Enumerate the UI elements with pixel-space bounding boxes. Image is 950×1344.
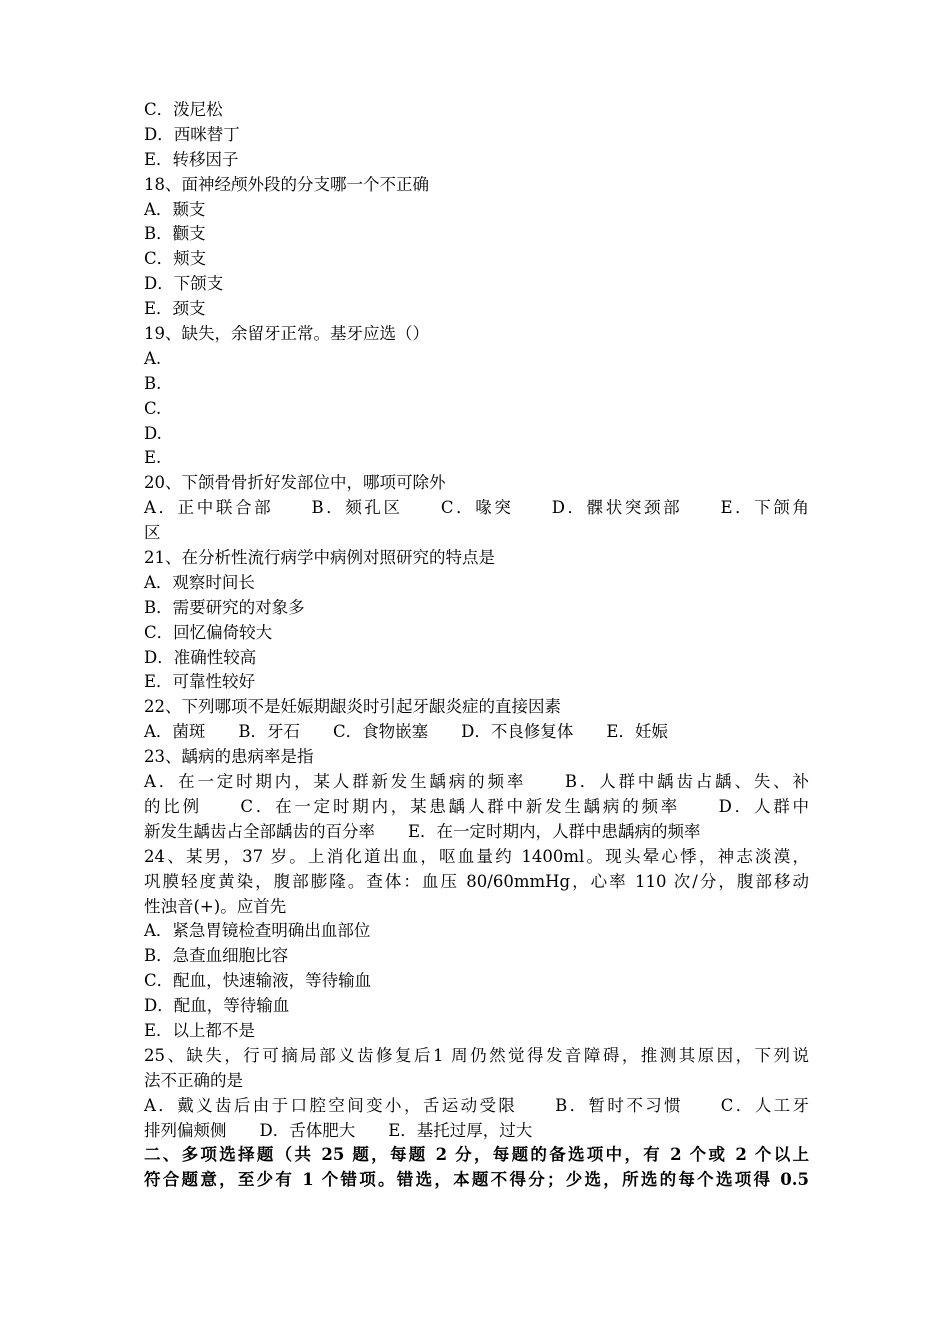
text-line: A．正中联合部 B．颏孔区 C．喙突 D．髁状突颈部 E．下颌角: [144, 498, 809, 518]
text-line: C．泼尼松: [144, 100, 223, 119]
text-line: C．配血，快速输液，等待输血: [144, 971, 372, 991]
text-line: 20、下颌骨骨折好发部位中，哪项可除外: [144, 473, 446, 493]
text-line: 排列偏颊侧 D．舌体肥大 E．基托过厚，过大: [144, 1120, 533, 1140]
text-line: D.: [144, 423, 162, 443]
text-line: A．在一定时期内，某人群新发生龋病的频率 B．人群中龋齿占龋、失、补: [144, 772, 809, 792]
text-line: E．转移因子: [144, 149, 239, 169]
text-line: D．配血，等待输血: [144, 996, 290, 1016]
text-line: E.: [144, 448, 162, 468]
text-line: 22、下列哪项不是妊娠期龈炎时引起牙龈炎症的直接因素: [144, 697, 561, 717]
text-line: B．急查血细胞比容: [144, 946, 289, 966]
text-line: 符合题意，至少有 1 个错项。错选，本题不得分；少选，所选的每个选项得 0.5: [144, 1170, 809, 1190]
text-line: E．可靠性较好: [144, 672, 256, 692]
text-line: 19、缺失，余留牙正常。基牙应选（）: [144, 324, 429, 344]
text-line: 二、多项选择题（共 25 题，每题 2 分，每题的备选项中，有 2 个或 2 个以上: [144, 1145, 809, 1165]
text-line: E．以上都不是: [144, 1020, 256, 1040]
text-line: D．西咪替丁: [144, 124, 240, 144]
text-line: 巩膜轻度黄染，腹部膨隆。查体：血压 80/60mmHg，心率 110 次/分，腹部移动: [144, 871, 809, 891]
text-line: A．颞支: [144, 199, 206, 219]
text-line: A．戴义齿后由于口腔空间变小，舌运动受限 B．暂时不习惯 C．人工牙: [144, 1095, 809, 1115]
text-line: 新发生龋齿占全部龋齿的百分率 E．在一定时期内，人群中患龋病的频率: [144, 821, 701, 841]
text-line: 法不正确的是: [144, 1070, 243, 1090]
text-line: D．下颌支: [144, 274, 224, 294]
text-line: B.: [144, 373, 162, 393]
text-line: E．颈支: [144, 299, 206, 319]
text-line: B．颧支: [144, 224, 206, 244]
text-line: 21、在分析性流行病学中病例对照研究的特点是: [144, 548, 495, 568]
text-line: A．观察时间长: [144, 572, 255, 592]
text-line: 的比例 C．在一定时期内，某患龋人群中新发生龋病的频率 D．人群中: [144, 796, 809, 816]
text-line: 18、面神经颅外段的分支哪一个不正确: [144, 174, 429, 194]
text-line: A．紧急胃镜检查明确出血部位: [144, 921, 371, 941]
text-line: A．菌斑 B．牙石 C．食物嵌塞 D．不良修复体 E．妊娠: [144, 722, 668, 742]
document-page: [144, 98, 809, 1193]
text-line: 24、某男，37 岁。上消化道出血，呕血量约 1400ml。现头晕心悸，神志淡漠，: [144, 846, 809, 866]
text-line: B．需要研究的对象多: [144, 597, 305, 617]
text-line: D．准确性较高: [144, 647, 257, 667]
text-line: C.: [144, 398, 162, 418]
text-line: 23、龋病的患病率是指: [144, 747, 314, 767]
text-line: 25、缺失，行可摘局部义齿修复后1 周仍然觉得发音障碍，推测其原因，下列说: [144, 1045, 809, 1065]
text-line: 性浊音(+)。应首先: [144, 896, 287, 916]
text-line: 区: [144, 523, 161, 543]
text-line: C．回忆偏倚较大: [144, 622, 273, 642]
text-line: A.: [144, 348, 162, 368]
text-line: C．颊支: [144, 249, 207, 269]
